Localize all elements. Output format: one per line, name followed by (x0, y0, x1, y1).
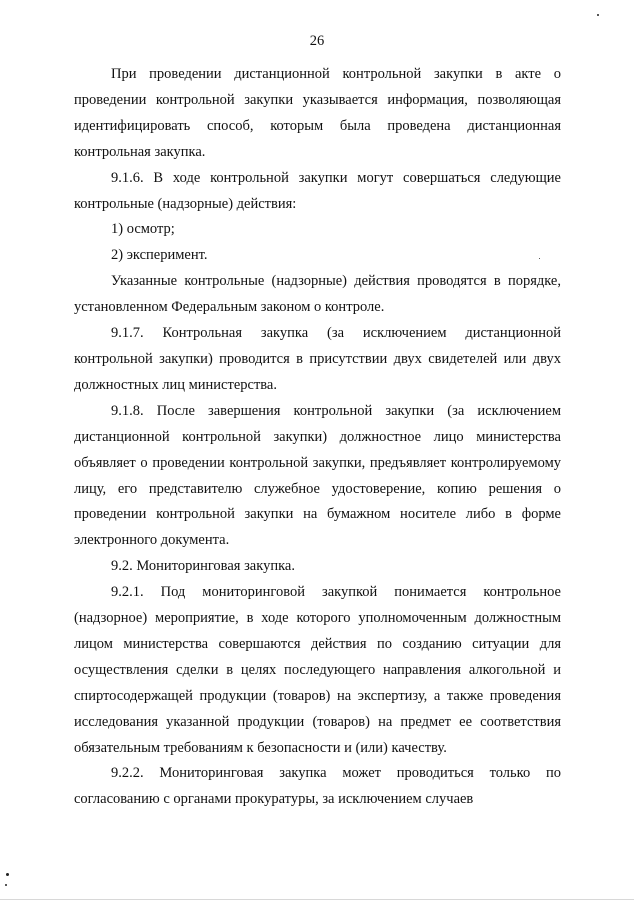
scan-speck (539, 258, 540, 259)
document-body (74, 62, 561, 813)
paragraph-9-1-6: 9.1.6. В ходе контрольной закупки могут совершаться следующие контрольные (надзорные) действия: (74, 169, 561, 212)
scan-edge-line (0, 899, 634, 900)
section-heading-9-2: 9.2. Мониторинговая закупка. (111, 558, 295, 575)
paragraph-9-2-1: 9.2.1. Под мониторинговой закупкой понимается контрольное (надзорное) мероприятие, в ходе которого уполномоченным должностным лицом министерства совершаются действия по созданию ситуации для осуществления сделки в целях последующего направления алкогольной и спиртосодержащей продукции (товаров) на экспертизу, а также проведения исследования указанной продукции (товаров) на предмет ее соответствия обязательным требованиям к безопасности и (или) качеству. (74, 584, 561, 756)
scan-speck (6, 873, 9, 876)
list-item-experiment: 2) эксперимент. (111, 247, 208, 264)
page-number: 26 (309, 33, 325, 49)
scan-speck (5, 884, 7, 886)
paragraph-9-2-2: 9.2.2. Мониторинговая закупка может проводиться только по согласованию с органами прокуратуры, за исключением случаев (74, 765, 561, 808)
paragraph-actions-order: Указанные контрольные (надзорные) действия проводятся в порядке, установленном Федеральным законом о контроле. (74, 273, 561, 316)
scan-speck (597, 14, 599, 16)
list-item-inspection: 1) осмотр; (111, 221, 175, 238)
paragraph-9-1-8: 9.1.8. После завершения контрольной закупки (за исключением дистанционной контрольной закупки) должностное лицо министерства объявляет о проведении контрольной закупки, предъявляет контролируемому лицу, его представителю служебное удостоверение, копию решения о проведении контрольной закупки на бумажном носителе либо в форме электронного документа. (74, 402, 561, 549)
paragraph-remote-purchase-act: При проведении дистанционной контрольной закупки в акте о проведении контрольной закупки указывается информация, позволяющая идентифицировать способ, которым была проведена дистанционная контрольная закупка. (74, 66, 561, 160)
paragraph-9-1-7: 9.1.7. Контрольная закупка (за исключением дистанционной контрольной закупки) проводится в присутствии двух свидетелей или двух должностных лиц министерства. (74, 325, 561, 393)
